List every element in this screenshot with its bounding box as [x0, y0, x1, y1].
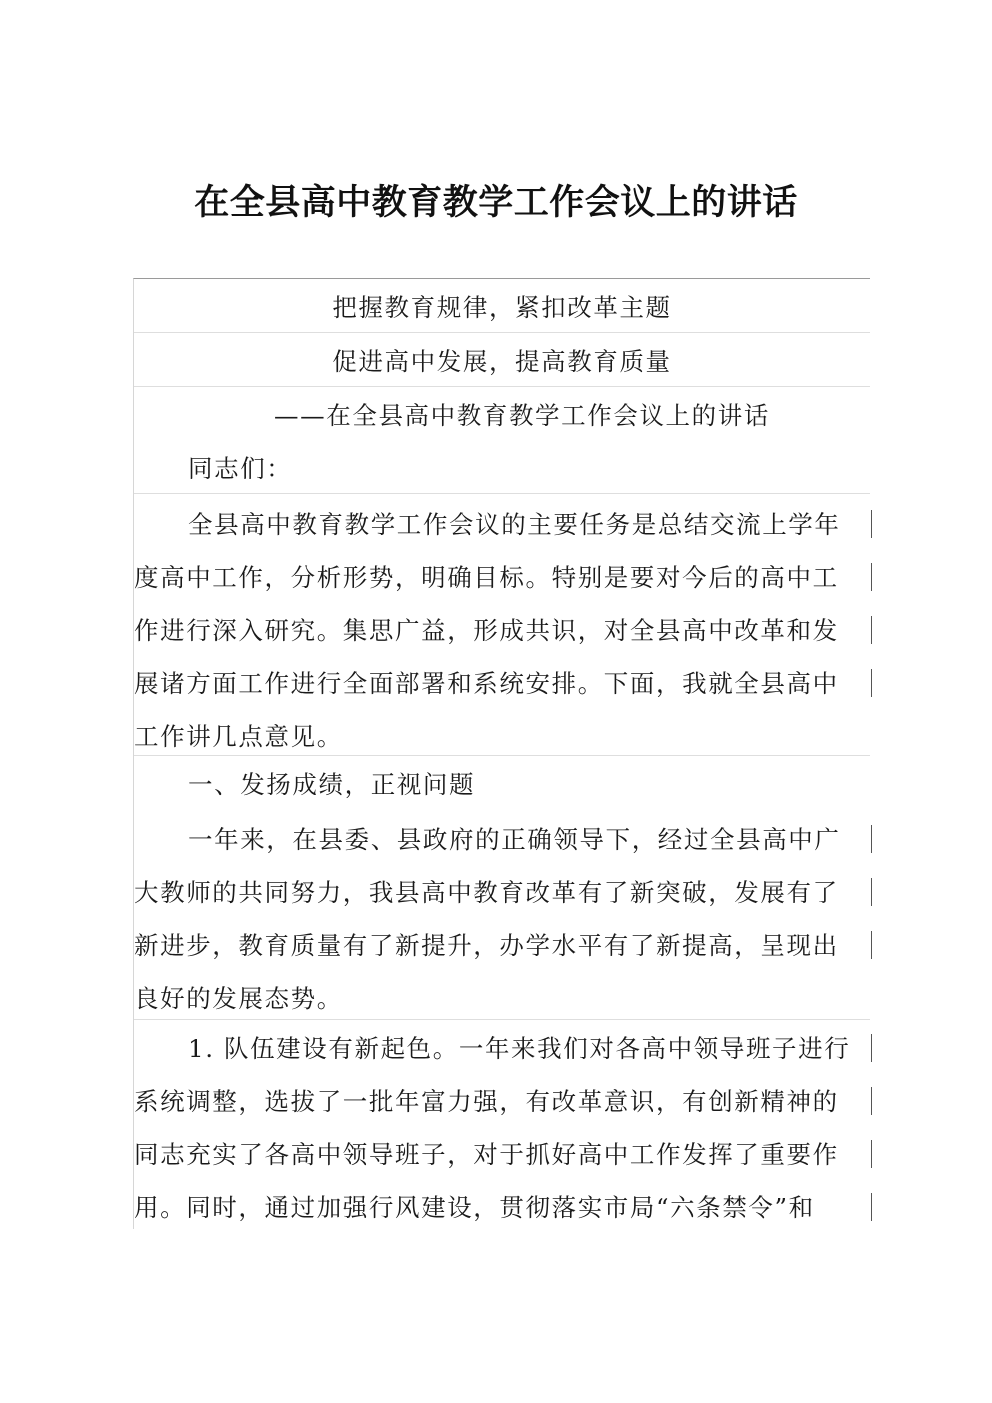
heading-line-2: 促进高中发展，提高教育质量 [332, 347, 672, 376]
paragraph-line: 作进行深入研究。集思广益，形成共识，对全县高中改革和发 [134, 616, 839, 645]
line-mark [871, 878, 872, 906]
paragraph-line: 全县高中教育教学工作会议的主要任务是总结交流上学年 [188, 510, 841, 539]
heading-line-1: 把握教育规律，紧扣改革主题 [332, 293, 672, 322]
line-mark [871, 1087, 872, 1115]
paragraph-line: 1. 队伍建设有新起色。一年来我们对各高中领导班子进行 [188, 1034, 851, 1063]
line-mark [871, 669, 872, 697]
line-mark [871, 931, 872, 959]
paragraph-1 [134, 493, 870, 755]
paragraph-line: 系统调整，选拔了一批年富力强，有改革意识，有创新精神的 [134, 1087, 839, 1116]
paragraph-line: 用。同时，通过加强行风建设，贯彻落实市局“六条禁令”和 [134, 1193, 815, 1222]
line-mark [871, 1034, 872, 1062]
line-mark [871, 1193, 872, 1221]
document-title: 在全县高中教育教学工作会议上的讲话 [194, 183, 798, 223]
heading-subtitle: ——在全县高中教育教学工作会议上的讲话 [274, 401, 770, 430]
line-mark [871, 616, 872, 644]
paragraph-2 [134, 811, 870, 1019]
paragraph-line: 展诸方面工作进行全面部署和系统安排。下面，我就全县高中 [134, 669, 839, 698]
row-divider [134, 386, 870, 387]
line-mark [871, 825, 872, 853]
line-mark [871, 1140, 872, 1168]
section-heading: 一、发扬成绩，正视问题 [188, 770, 476, 799]
paragraph-line: 良好的发展态势。 [134, 984, 343, 1013]
paragraph-3 [134, 1019, 870, 1229]
paragraph-line: 工作讲几点意见。 [134, 722, 343, 751]
salutation: 同志们： [188, 454, 293, 483]
paragraph-line: 新进步，教育质量有了新提升，办学水平有了新提高，呈现出 [134, 931, 839, 960]
line-mark [871, 563, 872, 591]
paragraph-line: 大教师的共同努力，我县高中教育改革有了新突破，发展有了 [134, 878, 839, 907]
section-heading-block [134, 755, 870, 809]
document-body [133, 278, 870, 1229]
row-divider [134, 332, 870, 333]
paragraph-line: 同志充实了各高中领导班子，对于抓好高中工作发挥了重要作 [134, 1140, 839, 1169]
line-mark [871, 510, 872, 538]
paragraph-line: 一年来，在县委、县政府的正确领导下，经过全县高中广 [188, 825, 841, 854]
paragraph-line: 度高中工作，分析形势，明确目标。特别是要对今后的高中工 [134, 563, 839, 592]
heading-block [134, 279, 870, 439]
